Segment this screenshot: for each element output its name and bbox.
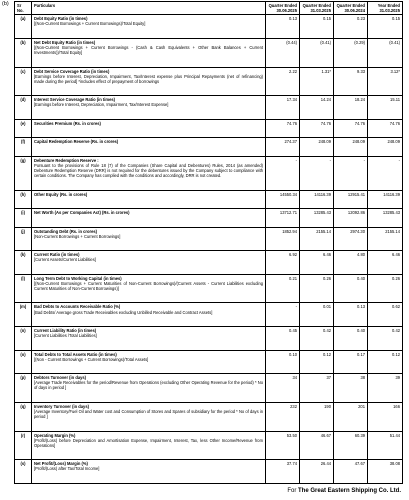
row-sr: (o) [15, 350, 32, 374]
row-sr: (h) [15, 190, 32, 208]
table-row [15, 38, 403, 67]
table-row [15, 96, 403, 120]
row-particulars [32, 303, 266, 327]
row-title: Net Debt Equity Ratio (in times) [34, 39, 96, 45]
row-value: 14116.39 [368, 190, 403, 208]
row-sr: (f) [15, 138, 32, 156]
row-sr: (a) [15, 15, 32, 39]
table-row [15, 327, 403, 351]
row-particulars [32, 431, 266, 460]
row-value: 248.09 [368, 138, 403, 156]
header-particulars: Particulars [32, 2, 266, 15]
row-particulars [32, 119, 266, 137]
row-value: - [266, 156, 300, 190]
row-value: 0.23 [334, 15, 368, 39]
row-value: (0.41) [368, 38, 403, 67]
header-row [15, 2, 403, 15]
row-particulars [32, 350, 266, 374]
row-value: 0.12 [300, 350, 334, 374]
footer-prefix: For [287, 488, 298, 494]
row-value: 39 [368, 374, 403, 403]
row-particulars [32, 209, 266, 227]
row-particulars [32, 15, 266, 39]
table-row [15, 209, 403, 227]
row-value: 12092.86 [334, 209, 368, 227]
row-sr: (g) [15, 156, 32, 190]
row-value: 74.76 [368, 119, 403, 137]
row-value: 37 [300, 374, 334, 403]
row-title: Debenture Redemption Reserve : [34, 157, 99, 163]
row-value: 2155.14 [300, 227, 334, 251]
table-row [15, 227, 403, 251]
row-value: 0.40 [334, 274, 368, 303]
row-sr: (q) [15, 402, 32, 431]
row-title: Other Equity (Rs. in crores) [34, 191, 88, 197]
table-row [15, 119, 403, 137]
row-title: Long Term Debt to Working Capital (in times) [34, 275, 122, 281]
table-row [15, 190, 403, 208]
row-value: 2155.14 [368, 227, 403, 251]
table-row [15, 15, 403, 39]
row-value: (0.44) [266, 38, 300, 67]
row-particulars [32, 460, 266, 484]
header-period: Quarter Ended 31.03.2025 [300, 2, 334, 15]
row-value: 248.09 [300, 138, 334, 156]
row-title: Bad Debts to Accounts Receivable Ratio (%) [34, 304, 121, 310]
row-sr: (n) [15, 327, 32, 351]
row-value: 232 [266, 402, 300, 431]
row-value: 4.80 [334, 251, 368, 275]
table-row [15, 350, 403, 374]
row-value: 15.11 [368, 96, 403, 120]
company-name: The Great Eastern Shipping Co. Ltd. [297, 488, 401, 494]
row-value: 6.92 [266, 251, 300, 275]
table-row [15, 374, 403, 403]
row-title: Debt Equity Ratio (in times) [34, 16, 88, 22]
row-value: 190 [300, 402, 334, 431]
row-description: Pursuant to the provisions of Rule 18 (7) of the Companies (Share Capital and Debentures) Rules, 2014 (as amended) Debenture Redemption Reserve (DRR) is not required for the debentures issued by the Company subject to compliance with certain conditions. The Company has complied with the conditions and accordingly, DRR is not created. [34, 162, 263, 179]
header-sr: Sr No. [15, 2, 32, 15]
row-value: 201 [334, 402, 368, 431]
row-sr: (s) [15, 460, 32, 484]
row-sr: (l) [15, 274, 32, 303]
row-value: 0.21 [266, 274, 300, 303]
table-row [15, 431, 403, 460]
row-value: 2.22 [266, 67, 300, 96]
row-value: 0.12 [368, 350, 403, 374]
row-sr: (b) [15, 38, 32, 67]
row-value: (0.41) [300, 38, 334, 67]
row-sr: (p) [15, 374, 32, 403]
row-sr: (e) [15, 119, 32, 137]
header-period: Year Ended 31.03.2025 [368, 2, 403, 15]
row-value: 0.10 [266, 350, 300, 374]
row-value: 26.44 [300, 460, 334, 484]
row-value: 0.40 [334, 327, 368, 351]
financial-ratios-table [14, 1, 403, 484]
row-particulars [32, 327, 266, 351]
row-value: 14116.39 [300, 190, 334, 208]
row-description: [Average Inventory/Fuel Oil and Water cost and Consumption of Stores and Spares of subsidiary for the period * No of days in period ] [34, 409, 263, 420]
row-value: 46.67 [300, 431, 334, 460]
row-sr: (c) [15, 67, 32, 96]
row-description: [(Non-Current Borrowings + Current Borrowings)/Total Equity] [34, 21, 146, 27]
row-value: (0.29) [334, 38, 368, 67]
row-value: 0.01 [300, 303, 334, 327]
row-description: [(Non - Current Borrowings + Current Borrowings)/Total Assets] [34, 356, 149, 362]
row-value: 0.26 [368, 274, 403, 303]
row-value: 37.74 [266, 460, 300, 484]
row-value: 47.67 [334, 460, 368, 484]
row-value: 0.42 [368, 327, 403, 351]
row-description: [Non-Current Borrowings + Current Borrowings] [34, 233, 121, 239]
row-value: 0.26 [300, 274, 334, 303]
table-row [15, 67, 403, 96]
row-value: 13285.43 [300, 209, 334, 227]
row-value: 18.24 [334, 96, 368, 120]
row-description: [Current Assets/Current Liabilities] [34, 257, 96, 263]
row-particulars [32, 67, 266, 96]
row-value: 3.12* [368, 67, 403, 96]
row-value: 248.09 [334, 138, 368, 156]
row-title: Current Liability Ratio (in times) [34, 328, 97, 334]
row-value: 6.46 [300, 251, 334, 275]
row-description: [(Non-Current Borrowings + Current Maturities of Non-Current Borrowings)/(Current Assets - Current Liabilities excluding Current Maturities of Non-Current Borrowings)] [34, 280, 263, 291]
row-value: 53.50 [266, 431, 300, 460]
row-value: 274.37 [266, 138, 300, 156]
row-value: 0.45 [266, 327, 300, 351]
table-row [15, 138, 403, 156]
row-description: [Profit/(Loss) before Depreciation and Amortisation Expense, Impairment, Interest, Tax, less Other Income/Revenue from Operations] [34, 437, 263, 448]
company-signature [287, 488, 401, 494]
row-value: 14.24 [300, 96, 334, 120]
section-marker: (b) [2, 1, 9, 7]
row-title: Outstanding Debt (Rs. in crores) [34, 228, 98, 234]
row-particulars [32, 190, 266, 208]
row-particulars [32, 374, 266, 403]
row-value: 2974.30 [334, 227, 368, 251]
row-particulars [32, 251, 266, 275]
row-value: - [266, 303, 300, 327]
row-value: 9.33 [334, 67, 368, 96]
row-value: 12915.41 [334, 190, 368, 208]
table-body [15, 15, 403, 484]
row-description: [(Non-Current Borrowings + Current Borrowings - (Cash & Cash Equivalents + Other Bank Balances + Current Investments))/Total Equity] [34, 44, 263, 56]
row-value: 60.39 [334, 431, 368, 460]
row-title: Operating Margin (%) [34, 432, 76, 438]
row-value: 34 [266, 374, 300, 403]
row-description: [Profit/(Loss) after Tax/Total Income] [34, 466, 100, 472]
row-description: [Bad Debts/ Average gross Trade Receivables excluding Unbilled Receivable and Contract Assets] [34, 309, 213, 315]
table-row [15, 251, 403, 275]
row-description: [Current Liabilities /Total Liabilities] [34, 333, 97, 339]
row-value: 6.46 [368, 251, 403, 275]
row-title: Debtors Turnover (in days) [34, 375, 87, 381]
row-value: 0.17 [334, 350, 368, 374]
row-title: Net Profit/(Loss) Margin (%) [34, 461, 88, 467]
row-value: 74.76 [266, 119, 300, 137]
row-description: [Earnings before Interest, Depreciation, Impairment, Tax/Interest Expense] [34, 102, 169, 108]
table-row [15, 460, 403, 484]
row-title: Securities Premium (Rs. in crores) [34, 120, 101, 126]
table-row [15, 274, 403, 303]
header-period: Quarter Ended 30.06.2024 [334, 2, 368, 15]
row-title: Inventory Turnover (in days) [34, 403, 89, 409]
row-value: 166 [368, 402, 403, 431]
row-value: 38 [334, 374, 368, 403]
row-title: Debt Service Coverage Ratio (in times) [34, 68, 110, 74]
row-value: 74.76 [334, 119, 368, 137]
row-value: 38.08 [368, 460, 403, 484]
row-title: Interest Service Coverage Ratio (in times) [34, 97, 115, 103]
row-value: 1.31* [300, 67, 334, 96]
row-particulars [32, 96, 266, 120]
row-particulars [32, 274, 266, 303]
row-sr: (i) [15, 209, 32, 227]
row-value: 74.76 [300, 119, 334, 137]
row-sr: (r) [15, 431, 32, 460]
table-row [15, 156, 403, 190]
row-value: 0.42 [300, 327, 334, 351]
row-value: 51.44 [368, 431, 403, 460]
row-value: 0.62 [368, 303, 403, 327]
row-particulars [32, 138, 266, 156]
row-title: Capital Redemption Reserve (Rs. in crores) [34, 139, 119, 145]
row-particulars [32, 402, 266, 431]
row-title: Total Debts to Total Assets Ratio (in times) [34, 351, 117, 357]
row-value: 0.15 [300, 15, 334, 39]
row-particulars [32, 38, 266, 67]
row-sr: (j) [15, 227, 32, 251]
row-value: 0.15 [368, 15, 403, 39]
row-particulars [32, 227, 266, 251]
row-value: - [334, 156, 368, 190]
row-title: Net Worth (As per Companies Act) (Rs. in crores) [34, 210, 130, 216]
row-value: 17.34 [266, 96, 300, 120]
row-value: 0.13 [266, 15, 300, 39]
row-sr: (d) [15, 96, 32, 120]
table-row [15, 303, 403, 327]
row-sr: (k) [15, 251, 32, 275]
row-description: [Average Trade Receivables for the period/Revenue from Operations (excluding Other Operating Revenue for the period) * No of days in period ] [34, 380, 263, 391]
row-value: 0.13 [334, 303, 368, 327]
row-value: - [368, 156, 403, 190]
row-value: 13712.71 [266, 209, 300, 227]
row-description: [Earnings before Interest, Depreciation, Impairment, Tax/Interest expense plus Principal Repayments (net of refinancing) made during the period] *includes effect of prepayment of borrowings [34, 73, 263, 84]
row-particulars [32, 156, 266, 190]
row-title: Current Ratio (in times) [34, 252, 80, 258]
row-value: 1852.94 [266, 227, 300, 251]
row-value: 13285.43 [368, 209, 403, 227]
row-value: 14550.34 [266, 190, 300, 208]
header-period: Quarter Ended 30.06.2025 [266, 2, 300, 15]
table-row [15, 402, 403, 431]
row-sr: (m) [15, 303, 32, 327]
row-value: - [300, 156, 334, 190]
